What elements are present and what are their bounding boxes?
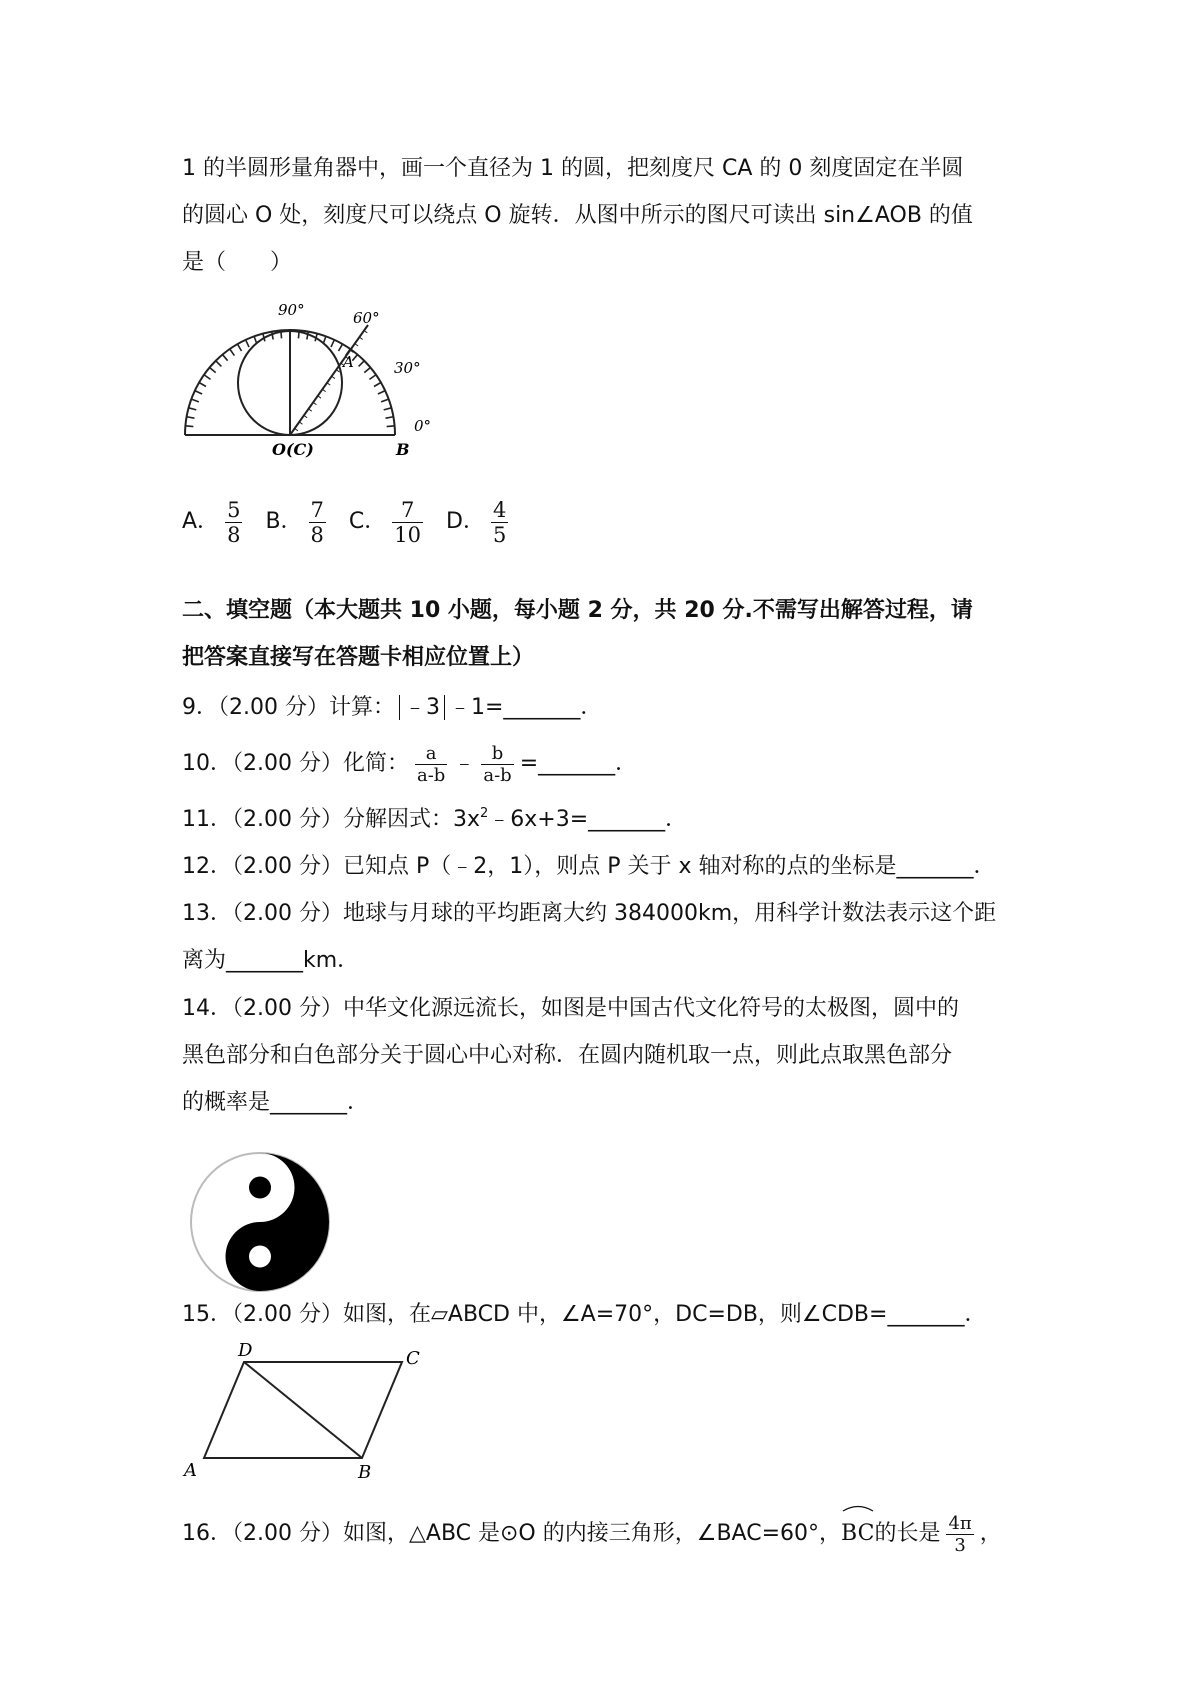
q10-f1-num: a (425, 742, 437, 764)
label-B: B (358, 1462, 372, 1480)
protractor-tick (381, 399, 389, 402)
protractor-tick (386, 417, 394, 418)
q11-superscript: 2 (480, 806, 489, 821)
q8-options (182, 496, 514, 548)
q11-suffix: ﹣6x+3=_______． (488, 807, 688, 832)
diagonal-DB (244, 1362, 362, 1458)
protractor-figure (170, 295, 450, 465)
option-d-fraction (491, 498, 508, 547)
option-c[interactable] (348, 497, 436, 547)
q11-prefix: 11．（2.00 分）分解因式：3x (182, 807, 480, 832)
protractor-tick (216, 361, 222, 367)
ruler-tick (359, 337, 362, 339)
taiji-figure (188, 1150, 332, 1294)
label-C: C (406, 1348, 420, 1369)
label-B: B (396, 440, 410, 459)
option-d-letter: D． (446, 509, 485, 534)
q15: 15．（2.00 分）如图，在▱ABCD 中，∠A=70°，DC=DB，则∠CDB=_______． (182, 1302, 987, 1327)
q10-fraction-2 (481, 743, 513, 786)
option-c-num: 7 (400, 497, 415, 522)
option-c-den: 10 (394, 522, 422, 547)
q9-suffix: ﹣1=_______． (448, 695, 603, 720)
ruler-tick (336, 370, 339, 372)
q16-prefix: 16．（2.00 分）如图，△ABC 是⊙O 的内接三角形，∠BAC=60°， (182, 1521, 842, 1546)
q10-prefix: 10．（2.00 分）化简： (182, 751, 409, 776)
label-A: A (343, 353, 354, 371)
protractor-tick (223, 355, 228, 361)
protractor-tick (238, 344, 242, 351)
q16-den: 3 (946, 1534, 973, 1556)
label-0: 0° (414, 417, 432, 435)
option-a-fraction (225, 498, 242, 547)
protractor-tick (210, 368, 216, 373)
protractor-tick (189, 408, 197, 410)
option-a[interactable] (182, 497, 255, 547)
option-b-letter: B． (265, 509, 303, 534)
option-b[interactable] (265, 497, 338, 547)
ruler-tick (322, 389, 325, 391)
protractor-tick (378, 391, 385, 394)
protractor-tick (230, 349, 235, 356)
label-30: 30° (394, 359, 421, 377)
ruler-tick (309, 409, 312, 411)
ruler-tick (299, 422, 302, 424)
protractor-tick (199, 383, 206, 387)
label-O: O(C) (272, 440, 314, 459)
q14-line3: 的概率是_______． (182, 1090, 370, 1115)
option-d[interactable] (446, 497, 514, 547)
ruler-tick (355, 344, 358, 346)
protractor-tick (364, 368, 370, 373)
q9 (182, 693, 602, 723)
protractor-tick (307, 332, 308, 340)
taiji-black-dot (249, 1177, 271, 1199)
q11 (182, 805, 687, 835)
section2-heading-line1: 二、填空题（本大题共 10 小题，每小题 2 分，共 20 分.不需写出解答过程，请 (182, 598, 973, 623)
protractor-tick (246, 340, 249, 347)
ruler-tick (318, 396, 321, 398)
protractor-tick (185, 426, 193, 427)
protractor-tick (204, 375, 211, 380)
ruler-tick (295, 428, 298, 430)
protractor-tick (387, 426, 395, 427)
protractor-tick (384, 408, 392, 410)
ruler-tick (332, 376, 335, 378)
option-d-num: 4 (492, 497, 507, 522)
label-90: 90° (278, 301, 305, 319)
protractor-tick (369, 375, 376, 380)
label-D: D (238, 1340, 253, 1361)
q13-line2: 离为_______km． (182, 948, 360, 973)
label-A: A (184, 1460, 197, 1480)
protractor-tick (191, 399, 199, 402)
option-c-letter: C． (348, 509, 387, 534)
q16-arc-label: BC (841, 1521, 875, 1546)
option-d-den: 5 (492, 522, 507, 547)
ruler-tick (327, 383, 330, 385)
q14-line1: 14．（2.00 分）中华文化源远流长，如图是中国古代文化符号的太极图，圆中的 (182, 996, 959, 1021)
q8-text-line2: 的圆心 O 处，刻度尺可以绕点 O 旋转．从图中所示的图尺可读出 sin∠AOB 的值 (182, 203, 973, 228)
ruler-tick (364, 331, 367, 333)
q10-f1-den: a-b (416, 764, 446, 786)
protractor-tick (359, 361, 365, 367)
label-60: 60° (353, 309, 380, 327)
option-b-num: 7 (310, 497, 324, 522)
q10-suffix: =_______． (519, 751, 638, 776)
q16-suffix: ， (979, 1521, 1002, 1546)
protractor-tick (272, 332, 273, 340)
q13-line1: 13．（2.00 分）地球与月球的平均距离大约 384000km，用科学计数法表示这个距 (182, 901, 997, 926)
q10 (182, 738, 637, 790)
q16-fraction (946, 1513, 973, 1556)
q16-num: 4π (948, 1512, 972, 1534)
ruler-tick (313, 402, 316, 404)
q16-mid: 的长是 (874, 1521, 941, 1546)
option-a-num: 5 (227, 497, 241, 522)
taiji-white-dot (249, 1246, 271, 1268)
q8-text-line1: 1 的半圆形量角器中，画一个直径为 1 的圆，把刻度尺 CA 的 0 刻度固定在半圆 (182, 156, 964, 181)
protractor-tick (187, 417, 195, 418)
q10-f2-num: b (491, 742, 504, 764)
q14-line2: 黑色部分和白色部分关于圆心中心对称．在圆内随机取一点，则此点取黑色部分 (182, 1043, 953, 1068)
option-a-den: 8 (227, 522, 241, 547)
q16-arc (841, 1504, 874, 1560)
q9-prefix: 9．（2.00 分）计算： (182, 695, 395, 720)
protractor-tick (374, 383, 381, 387)
q10-fraction-1 (415, 743, 447, 786)
option-a-letter: A． (182, 509, 220, 534)
q9-abs-value: ﹣3 (399, 695, 445, 720)
q8-text-line3: 是（ ） (182, 250, 293, 275)
q10-minus: ﹣ (453, 751, 476, 776)
q16 (182, 1504, 1002, 1560)
option-c-fraction (392, 498, 423, 547)
option-b-den: 8 (310, 522, 324, 547)
protractor-tick (339, 344, 343, 351)
option-b-fraction (309, 498, 326, 547)
parallelogram-figure (180, 1340, 430, 1480)
section2-heading-line2: 把答案直接写在答题卡相应位置上） (182, 645, 535, 670)
ruler-tick (304, 415, 307, 417)
q10-f2-den: a-b (483, 764, 512, 786)
q9-abs (395, 693, 449, 723)
q12: 12．（2.00 分）已知点 P（﹣2，1），则点 P 关于 x 轴对称的点的坐标是_______． (182, 854, 996, 879)
protractor-tick (331, 340, 334, 347)
protractor-tick (195, 391, 202, 394)
